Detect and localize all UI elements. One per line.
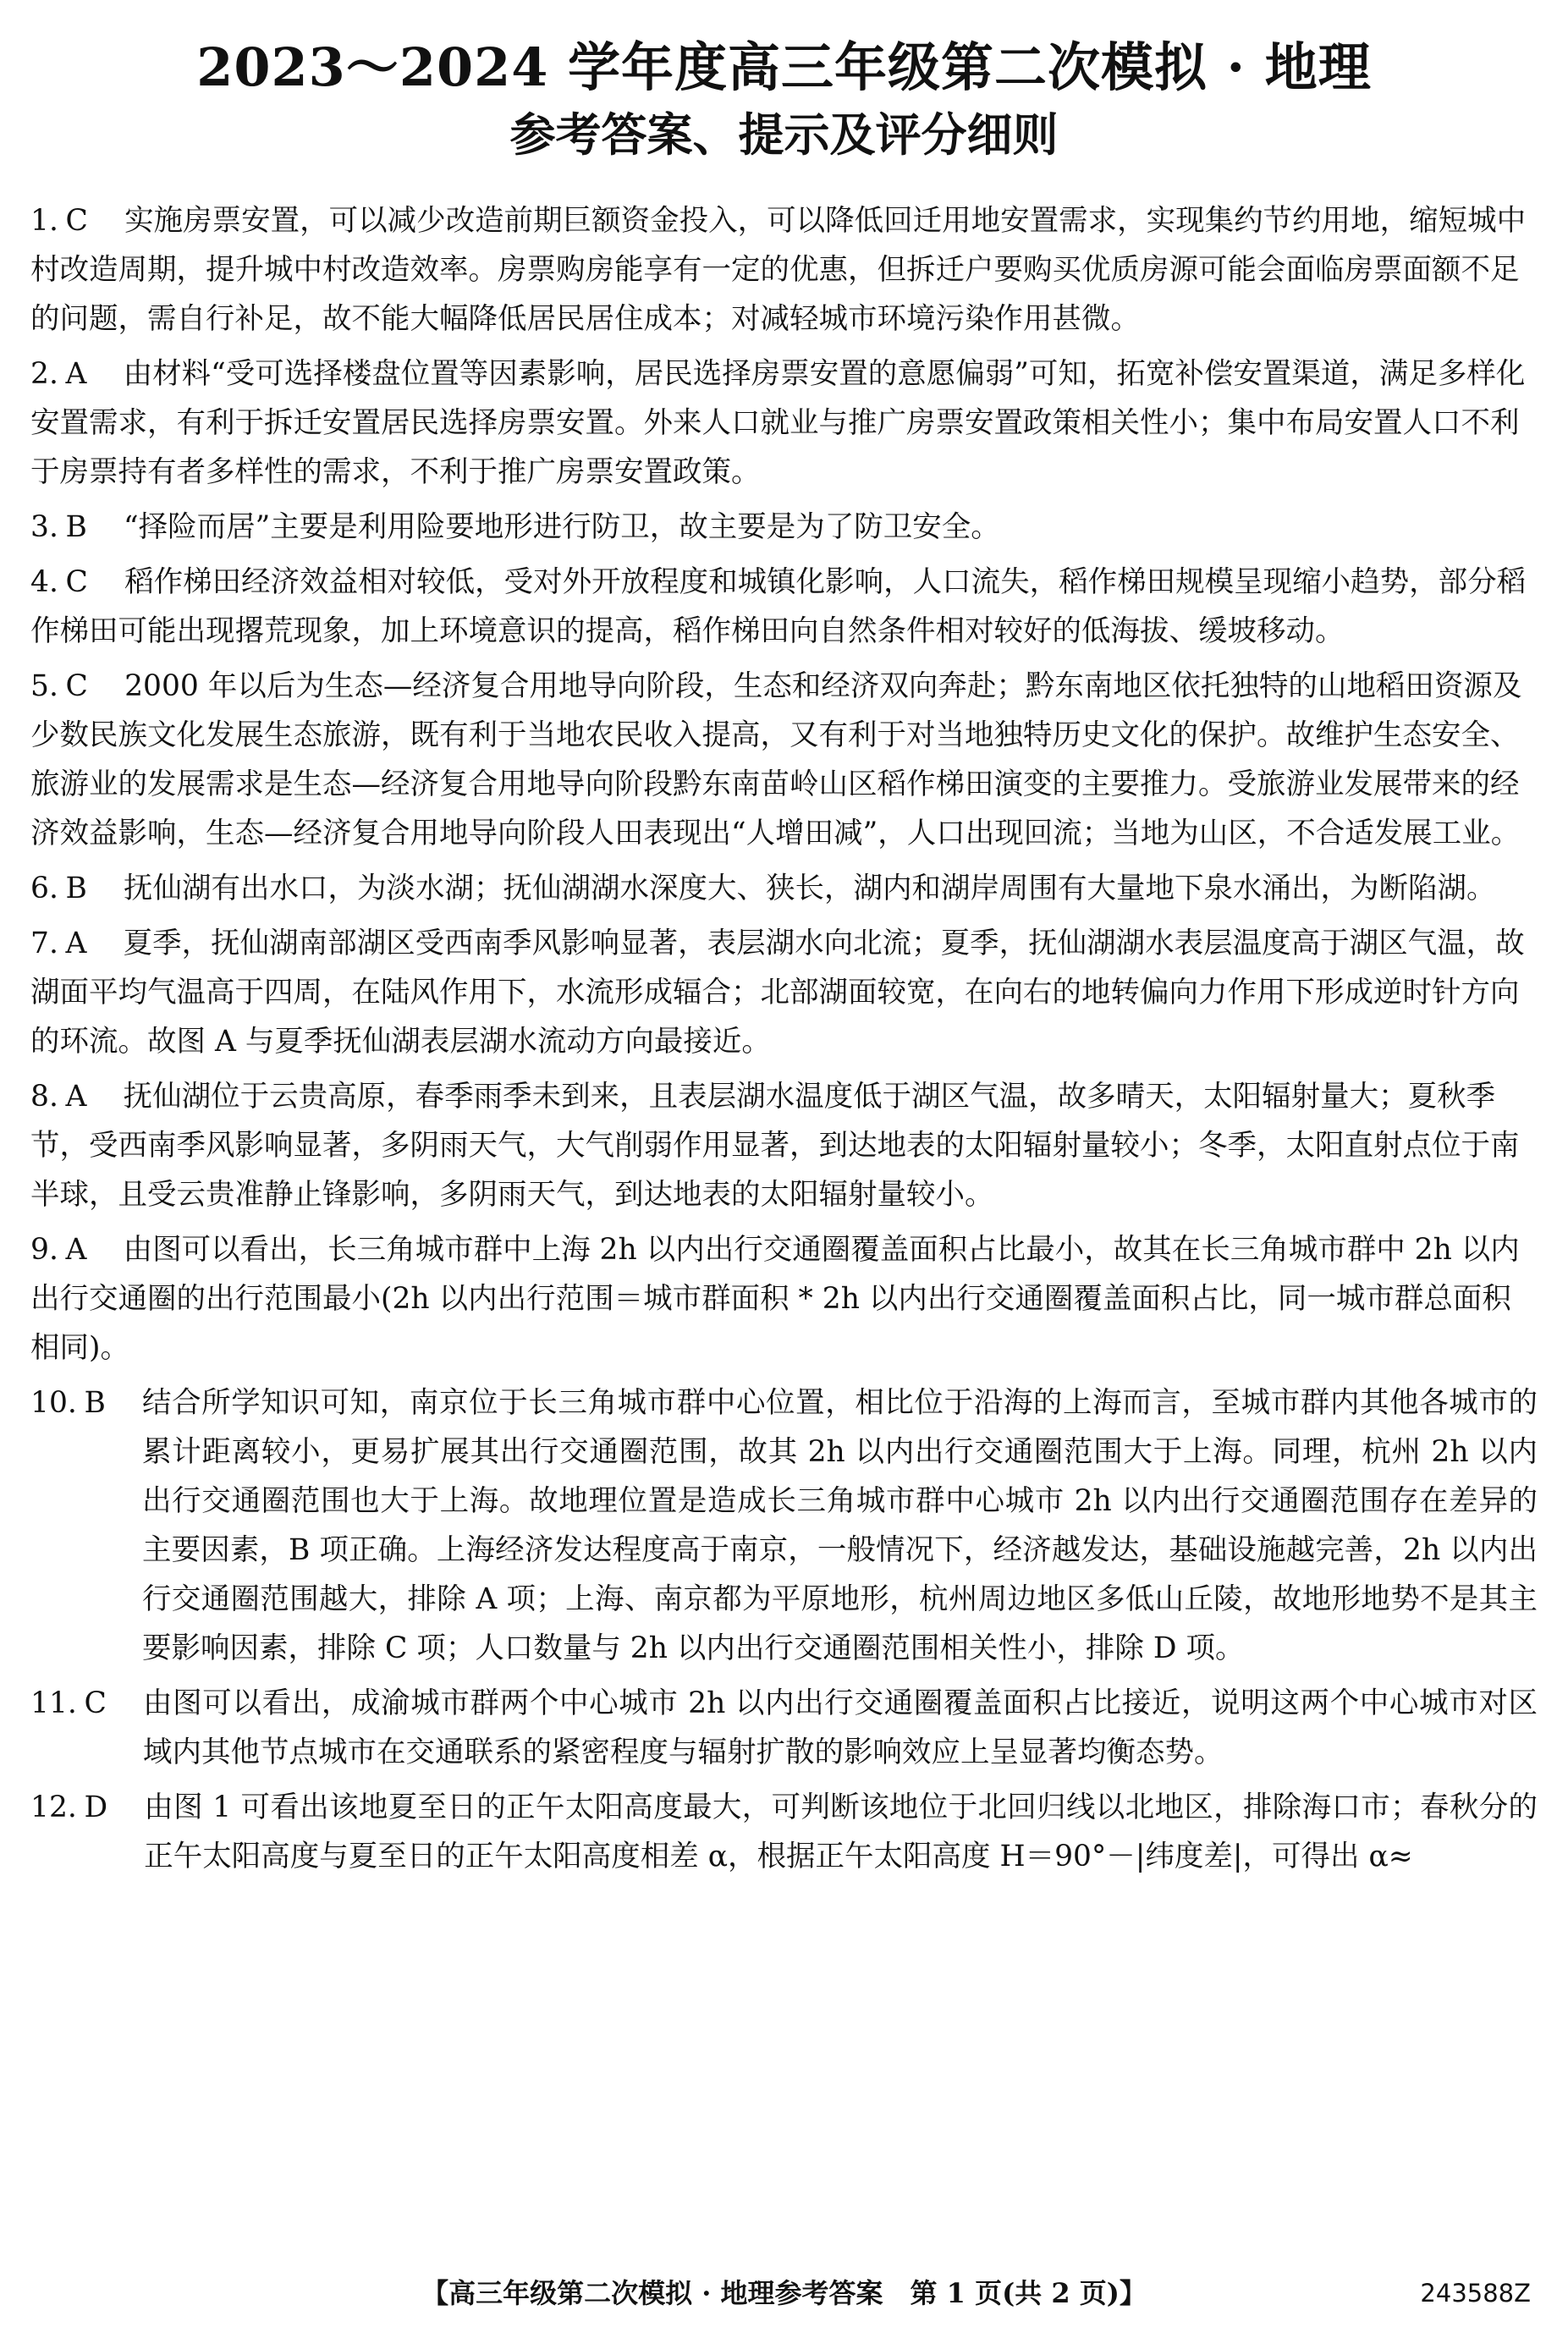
- answer-explanation: 由图可以看出，成渝城市群两个中心城市 2h 以内出行交通圈覆盖面积占比接近，说明这两个中心城市对区域内其他节点城市在交通联系的紧密程度与辐射扩散的影响效应上呈显著均衡态势。: [143, 1686, 1538, 1769]
- answer-number: 5.: [30, 669, 58, 703]
- answer-explanation: “择险而居”主要是利用险要地形进行防卫，故主要是为了防卫安全。: [124, 510, 1000, 544]
- answer-list: [30, 196, 1538, 1881]
- answer-explanation: 抚仙湖有出水口，为淡水湖；抚仙湖湖水深度大、狭长，湖内和湖岸周围有大量地下泉水涌出，为断陷湖。: [124, 872, 1496, 905]
- answer-item: [30, 1378, 1538, 1673]
- footer-page-info: 【高三年级第二次模拟 · 地理参考答案 第 1 页(共 2 页)】: [421, 2277, 1147, 2309]
- answer-number: 10. B: [30, 1386, 106, 1420]
- answer-choice: C: [65, 204, 88, 238]
- answer-item: [30, 1783, 1538, 1881]
- answer-explanation: 结合所学知识可知，南京位于长三角城市群中心位置，相比位于沿海的上海而言，至城市群内其他各城市的累计距离较小，更易扩展其出行交通圈范围，故其 2h 以内出行交通圈范围大于上海。同理，杭州 2h 以内出行交通圈范围也大于上海。故地理位置是造成长三角城市群中心城市 2h 以内出行交通圈范围存在差异的主要因素，B 项正确。上海经济发达程度高于南京，一般情况下，经济越发达，基础设施越完善，2h 以内出行交通圈范围越大，排除 A 项；上海、南京都为平原地形，杭州周边地区多低山丘陵，故地形地势不是其主要影响因素，排除 C 项；人口数量与 2h 以内出行交通圈范围相关性小，排除 D 项。: [141, 1386, 1538, 1665]
- answer-choice: A: [65, 357, 87, 391]
- footer-code: 243588Z: [1420, 2279, 1531, 2308]
- answer-number: 6.: [30, 872, 58, 905]
- answer-number: 7.: [30, 927, 58, 960]
- answer-item: [30, 558, 1538, 656]
- answer-explanation: 由图 1 可看出该地夏至日的正午太阳高度最大，可判断该地位于北回归线以北地区，排除海口市；春秋分的正午太阳高度与夏至日的正午太阳高度相差 α，根据正午太阳高度 H＝90°－|纬度差|，可得出 α≈: [144, 1791, 1538, 1873]
- answer-explanation: 实施房票安置，可以减少改造前期巨额资金投入，可以降低回迁用地安置需求，实现集约节约用地，缩短城中村改造周期，提升城中村改造效率。房票购房能享有一定的优惠，但拆迁户要购买优质房源可能会面临房票面额不足的问题，需自行补足，故不能大幅降低居民居住成本；对减轻城市环境污染作用甚微。: [30, 204, 1527, 336]
- answer-explanation: 稻作梯田经济效益相对较低，受对外开放程度和城镇化影响，人口流失，稻作梯田规模呈现缩小趋势，部分稻作梯田可能出现撂荒现象，加上环境意识的提高，稻作梯田向自然条件相对较好的低海拔、缓坡移动。: [30, 565, 1527, 648]
- page-footer: [30, 2272, 1538, 2314]
- answer-number: 11. C: [30, 1686, 107, 1720]
- answer-explanation: 由图可以看出，长三角城市群中上海 2h 以内出行交通圈覆盖面积占比最小，故其在长三角城市群中 2h 以内出行交通圈的出行范围最小(2h 以内出行范围＝城市群面积 * 2h 以内出行交通圈覆盖面积占比，同一城市群总面积相同)。: [30, 1233, 1520, 1365]
- answer-choice: A: [65, 1080, 87, 1114]
- answer-item: [30, 864, 1538, 913]
- answer-item: [30, 1072, 1538, 1219]
- answer-item: [30, 349, 1538, 497]
- answer-choice: B: [65, 510, 87, 544]
- answer-choice: C: [65, 565, 88, 599]
- answer-explanation: 抚仙湖位于云贵高原，春季雨季未到来，且表层湖水温度低于湖区气温，故多晴天，太阳辐射量大；夏秋季节，受西南季风影响显著，多阴雨天气，大气削弱作用显著，到达地表的太阳辐射量较小；冬季，太阳直射点位于南半球，且受云贵准静止锋影响，多阴雨天气，到达地表的太阳辐射量较小。: [30, 1080, 1520, 1212]
- answer-choice: A: [65, 1233, 87, 1267]
- answer-item: [30, 662, 1538, 858]
- page-title: 2023～2024 学年度高三年级第二次模拟 · 地理: [196, 36, 1372, 98]
- answer-explanation: 夏季，抚仙湖南部湖区受西南季风影响显著，表层湖水向北流；夏季，抚仙湖湖水表层温度高于湖区气温，故湖面平均气温高于四周，在陆风作用下，水流形成辐合；北部湖面较宽，在向右的地转偏向力作用下形成逆时针方向的环流。故图 A 与夏季抚仙湖表层湖水流动方向最接近。: [30, 927, 1525, 1059]
- answer-choice: D: [84, 1791, 108, 1824]
- answer-explanation: 由材料“受可选择楼盘位置等因素影响，居民选择房票安置的意愿偏弱”可知，拓宽补偿安置渠道，满足多样化安置需求，有利于拆迁安置居民选择房票安置。外来人口就业与推广房票安置政策相关性小；集中布局安置人口不利于房票持有者多样性的需求，不利于推广房票安置政策。: [30, 357, 1526, 489]
- answer-number: 9.: [30, 1233, 58, 1267]
- answer-number: 12. D: [30, 1791, 108, 1824]
- answer-choice: B: [65, 872, 87, 905]
- answer-number: 1.: [30, 204, 58, 238]
- answer-item: [30, 1679, 1538, 1777]
- answer-item: [30, 196, 1538, 344]
- answer-number: 4.: [30, 565, 58, 599]
- answer-choice: C: [65, 669, 88, 703]
- answer-choice: C: [84, 1686, 107, 1720]
- answer-item: [30, 1225, 1538, 1373]
- answer-item: [30, 503, 1538, 552]
- answer-item: [30, 919, 1538, 1066]
- answer-choice: A: [65, 927, 87, 960]
- page-subtitle: 参考答案、提示及评分细则: [509, 107, 1059, 162]
- answer-choice: B: [84, 1386, 106, 1420]
- answer-explanation: 2000 年以后为生态—经济复合用地导向阶段，生态和经济双向奔赴；黔东南地区依托独特的山地稻田资源及少数民族文化发展生态旅游，既有利于当地农民收入提高，又有利于对当地独特历史文化的保护。故维护生态安全、旅游业的发展需求是生态—经济复合用地导向阶段黔东南苗岭山区稻作梯田演变的主要推力。受旅游业发展带来的经济效益影响，生态—经济复合用地导向阶段人田表现出“人增田减”，人口出现回流；当地为山区，不合适发展工业。: [30, 669, 1522, 850]
- answer-number: 3.: [30, 510, 58, 544]
- answer-number: 8.: [30, 1080, 58, 1114]
- answer-number: 2.: [30, 357, 58, 391]
